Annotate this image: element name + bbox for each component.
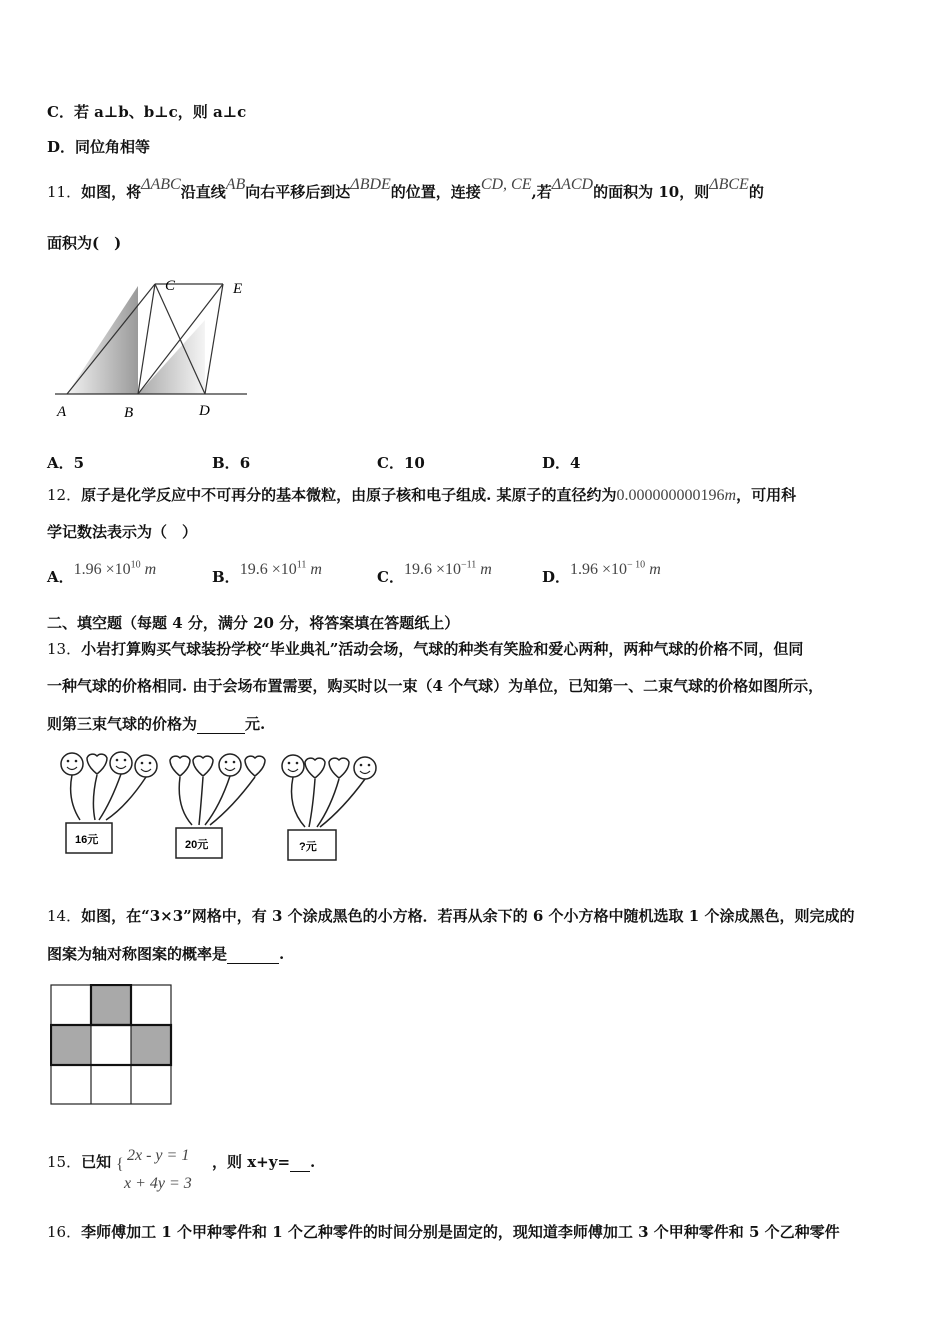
brace-icon: {	[116, 1156, 124, 1173]
smiley-balloon-icon	[219, 754, 241, 776]
q14-grid-figure	[50, 984, 173, 1106]
q11-option-c: C．10	[377, 454, 425, 472]
q15-question: ，则 x+y= .	[212, 1153, 316, 1171]
equation-2: x + 4y = 3	[124, 1175, 192, 1192]
q10-option-d: D．同位角相等	[47, 138, 151, 156]
smiley-balloon-icon	[110, 752, 132, 774]
q11-option-a: A．5	[47, 454, 85, 472]
label-a: A	[57, 404, 67, 420]
grid-cell-shaded	[91, 985, 131, 1025]
label-e: E	[233, 281, 243, 297]
q11-option-b: B．6	[212, 454, 251, 472]
price-tag-2: 20元	[185, 839, 209, 851]
triangle-abc-shade	[67, 286, 138, 394]
label-d: D	[199, 403, 210, 419]
q14-stem: 14．如图，在“3×3”网格中，有 3 个涂成黑色的小方格．若再从余下的 6 个小方格中随机选取 1 个涂成黑色，则完成的	[47, 907, 855, 925]
heart-balloon-icon	[329, 758, 349, 778]
q12-stem-line2: 学记数法表示为（ ）	[47, 523, 198, 541]
q13-balloon-figure	[55, 748, 385, 866]
smiley-balloon-icon	[135, 755, 157, 777]
section-heading: 二、填空题（每题 4 分，满分 20 分，将答案填在答题纸上）	[47, 614, 460, 632]
heart-balloon-icon	[305, 758, 325, 778]
heart-balloon-icon	[193, 756, 213, 776]
q10-option-c: C．若 a⊥b、b⊥c，则 a⊥c	[47, 103, 247, 121]
heart-balloon-icon	[87, 754, 107, 774]
q12-option-a: A．$1.96 \times 10^{10}$ m	[47, 559, 157, 586]
q14-stem-line2: 图案为轴对称图案的概率是 .	[47, 945, 285, 963]
q12-option-c: C．$19.6 \times 10^{-11}$ m	[377, 559, 492, 586]
q16-stem: 16．李师傅加工 1 个甲种零件和 1 个乙种零件的时间分别是固定的，现知道李师傅加工 3 个甲种零件和 5 个乙种零件	[47, 1223, 840, 1241]
grid-cell-shaded	[51, 1025, 91, 1065]
smiley-balloon-icon	[354, 757, 376, 779]
q11-number: 11．	[47, 183, 82, 201]
q15-stem: 15．已知	[47, 1153, 112, 1171]
smiley-balloon-icon	[61, 753, 83, 775]
q13-stem-line3: 则第三束气球的价格为 元.	[47, 715, 266, 733]
price-tag-1: 16元	[75, 834, 99, 846]
price-tag-3: ?元	[299, 841, 317, 853]
heart-balloon-icon	[245, 756, 265, 776]
label-b: B	[124, 405, 134, 421]
equation-1: 2x - y = 1	[127, 1147, 190, 1164]
q11-stem-line2: 面积为( )	[47, 234, 122, 252]
q11-stem: 11．如图，将ΔABC沿直线AB向右平移后到达ΔBDE的位置，连接CD, CE,若ΔACD的面积为 10，则ΔBCE的	[47, 176, 764, 201]
heart-balloon-icon	[170, 756, 190, 776]
q12-option-d: D．$1.96 \times 10^{- 10}$ m	[542, 559, 661, 586]
label-c: C	[165, 278, 176, 294]
q12-stem: 12．原子是化学反应中不可再分的基本微粒，由原子核和电子组成. 某原子的直径约为0.000000000196m，可用科	[47, 486, 797, 504]
q12-option-b: B．$19.6 \times 10^{11}$ m	[212, 559, 322, 586]
smiley-balloon-icon	[282, 755, 304, 777]
grid-cell-shaded	[131, 1025, 171, 1065]
q11-figure	[50, 272, 255, 422]
q13-stem: 13．小岩打算购买气球装扮学校“毕业典礼”活动会场，气球的种类有笑脸和爱心两种，两种气球的价格不同，但同	[47, 640, 804, 658]
q13-stem-line2: 一种气球的价格相同. 由于会场布置需要，购买时以一束（4 个气球）为单位，已知第一、二束气球的价格如图所示，	[47, 677, 824, 695]
q11-option-d: D．4	[542, 454, 581, 472]
